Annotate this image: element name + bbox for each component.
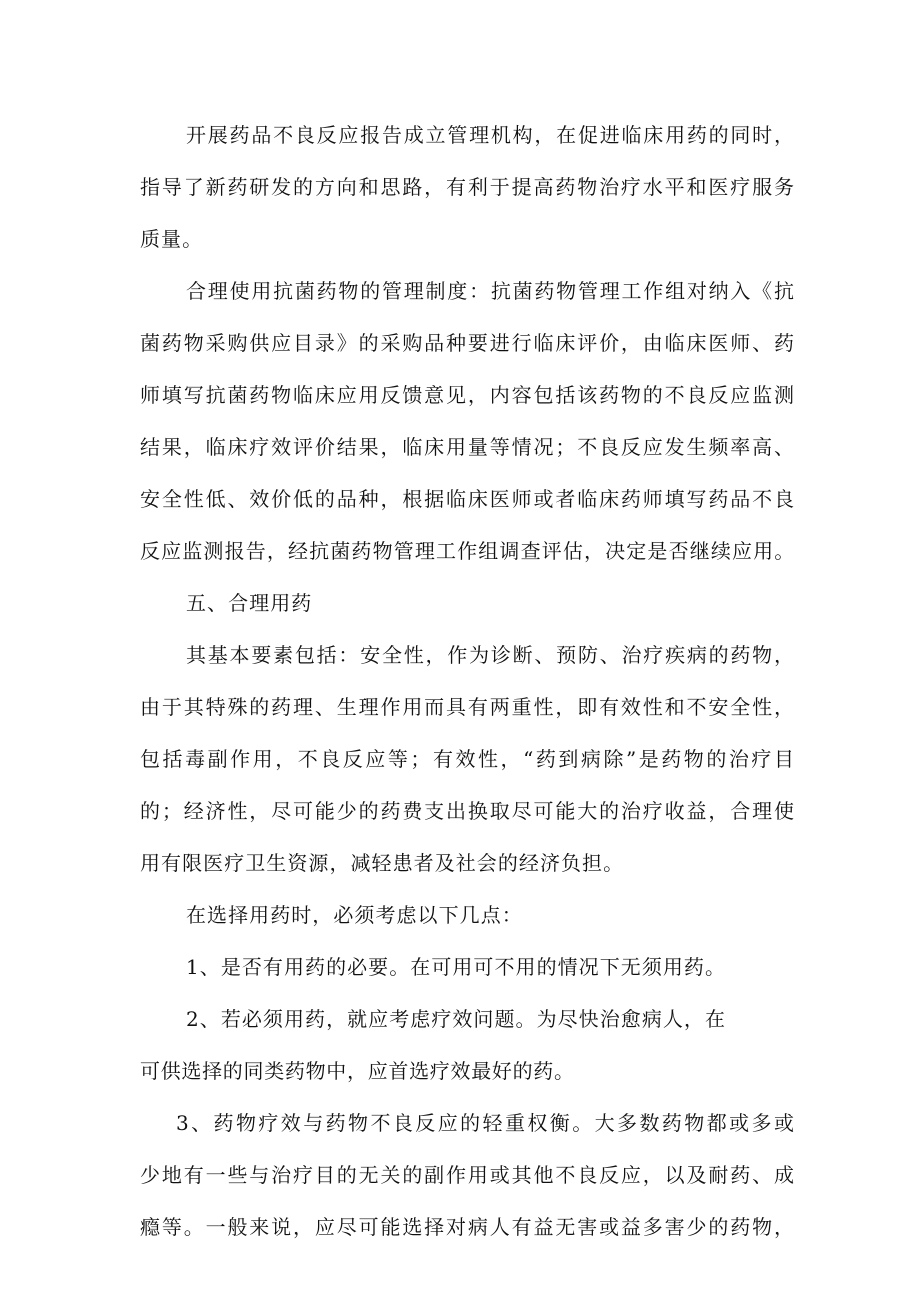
text-line: 开展药品不良反应报告成立管理机构，在促进临床用药的同时， bbox=[186, 123, 795, 147]
text-line: 由于其特殊的药理、生理作用而具有两重性，即有效性和不安全性， bbox=[140, 695, 795, 719]
list-item: 1、是否有用药的必要。在可用可不用的情况下无须用药。 bbox=[186, 955, 727, 979]
text-line: 3、药物疗效与药物不良反应的轻重权衡。大多数药物都或多或 bbox=[176, 1111, 795, 1135]
text-line: 瘾等。一般来说，应尽可能选择对病人有益无害或益多害少的药物， bbox=[140, 1215, 795, 1239]
text-line: 安全性低、效价低的品种，根据临床医师或者临床药师填写药品不良 bbox=[140, 487, 795, 511]
section-heading: 五、合理用药 bbox=[186, 591, 313, 615]
text-line: 少地有一些与治疗目的无关的副作用或其他不良反应，以及耐药、成 bbox=[140, 1163, 795, 1187]
text-line: 指导了新药研发的方向和思路，有利于提高药物治疗水平和医疗服务 bbox=[140, 175, 795, 199]
text-line: 的；经济性，尽可能少的药费支出换取尽可能大的治疗收益，合理使 bbox=[140, 799, 795, 823]
text-line: 合理使用抗菌药物的管理制度：抗菌药物管理工作组对纳入《抗 bbox=[186, 279, 795, 303]
text-line: 质量。 bbox=[140, 227, 204, 251]
text-line: 菌药物采购供应目录》的采购品种要进行临床评价，由临床医师、药 bbox=[140, 331, 795, 355]
text-line: 可供选择的同类药物中，应首选疗效最好的药。 bbox=[140, 1059, 575, 1083]
text-line: 2、若必须用药，就应考虑疗效问题。为尽快治愈病人，在 bbox=[186, 1007, 727, 1031]
text-line: 其基本要素包括：安全性，作为诊断、预防、治疗疾病的药物， bbox=[186, 643, 795, 667]
text-line: 包括毒副作用，不良反应等；有效性，“药到病除”是药物的治疗目 bbox=[140, 747, 795, 771]
text-line: 师填写抗菌药物临床应用反馈意见，内容包括该药物的不良反应监测 bbox=[140, 383, 795, 407]
text-line: 结果，临床疗效评价结果，临床用量等情况；不良反应发生频率高、 bbox=[140, 435, 795, 459]
text-line: 在选择用药时，必须考虑以下几点： bbox=[186, 903, 523, 927]
text-line: 反应监测报告，经抗菌药物管理工作组调查评估，决定是否继续应用。 bbox=[140, 539, 795, 563]
text-line: 用有限医疗卫生资源，减轻患者及社会的经济负担。 bbox=[140, 851, 625, 875]
